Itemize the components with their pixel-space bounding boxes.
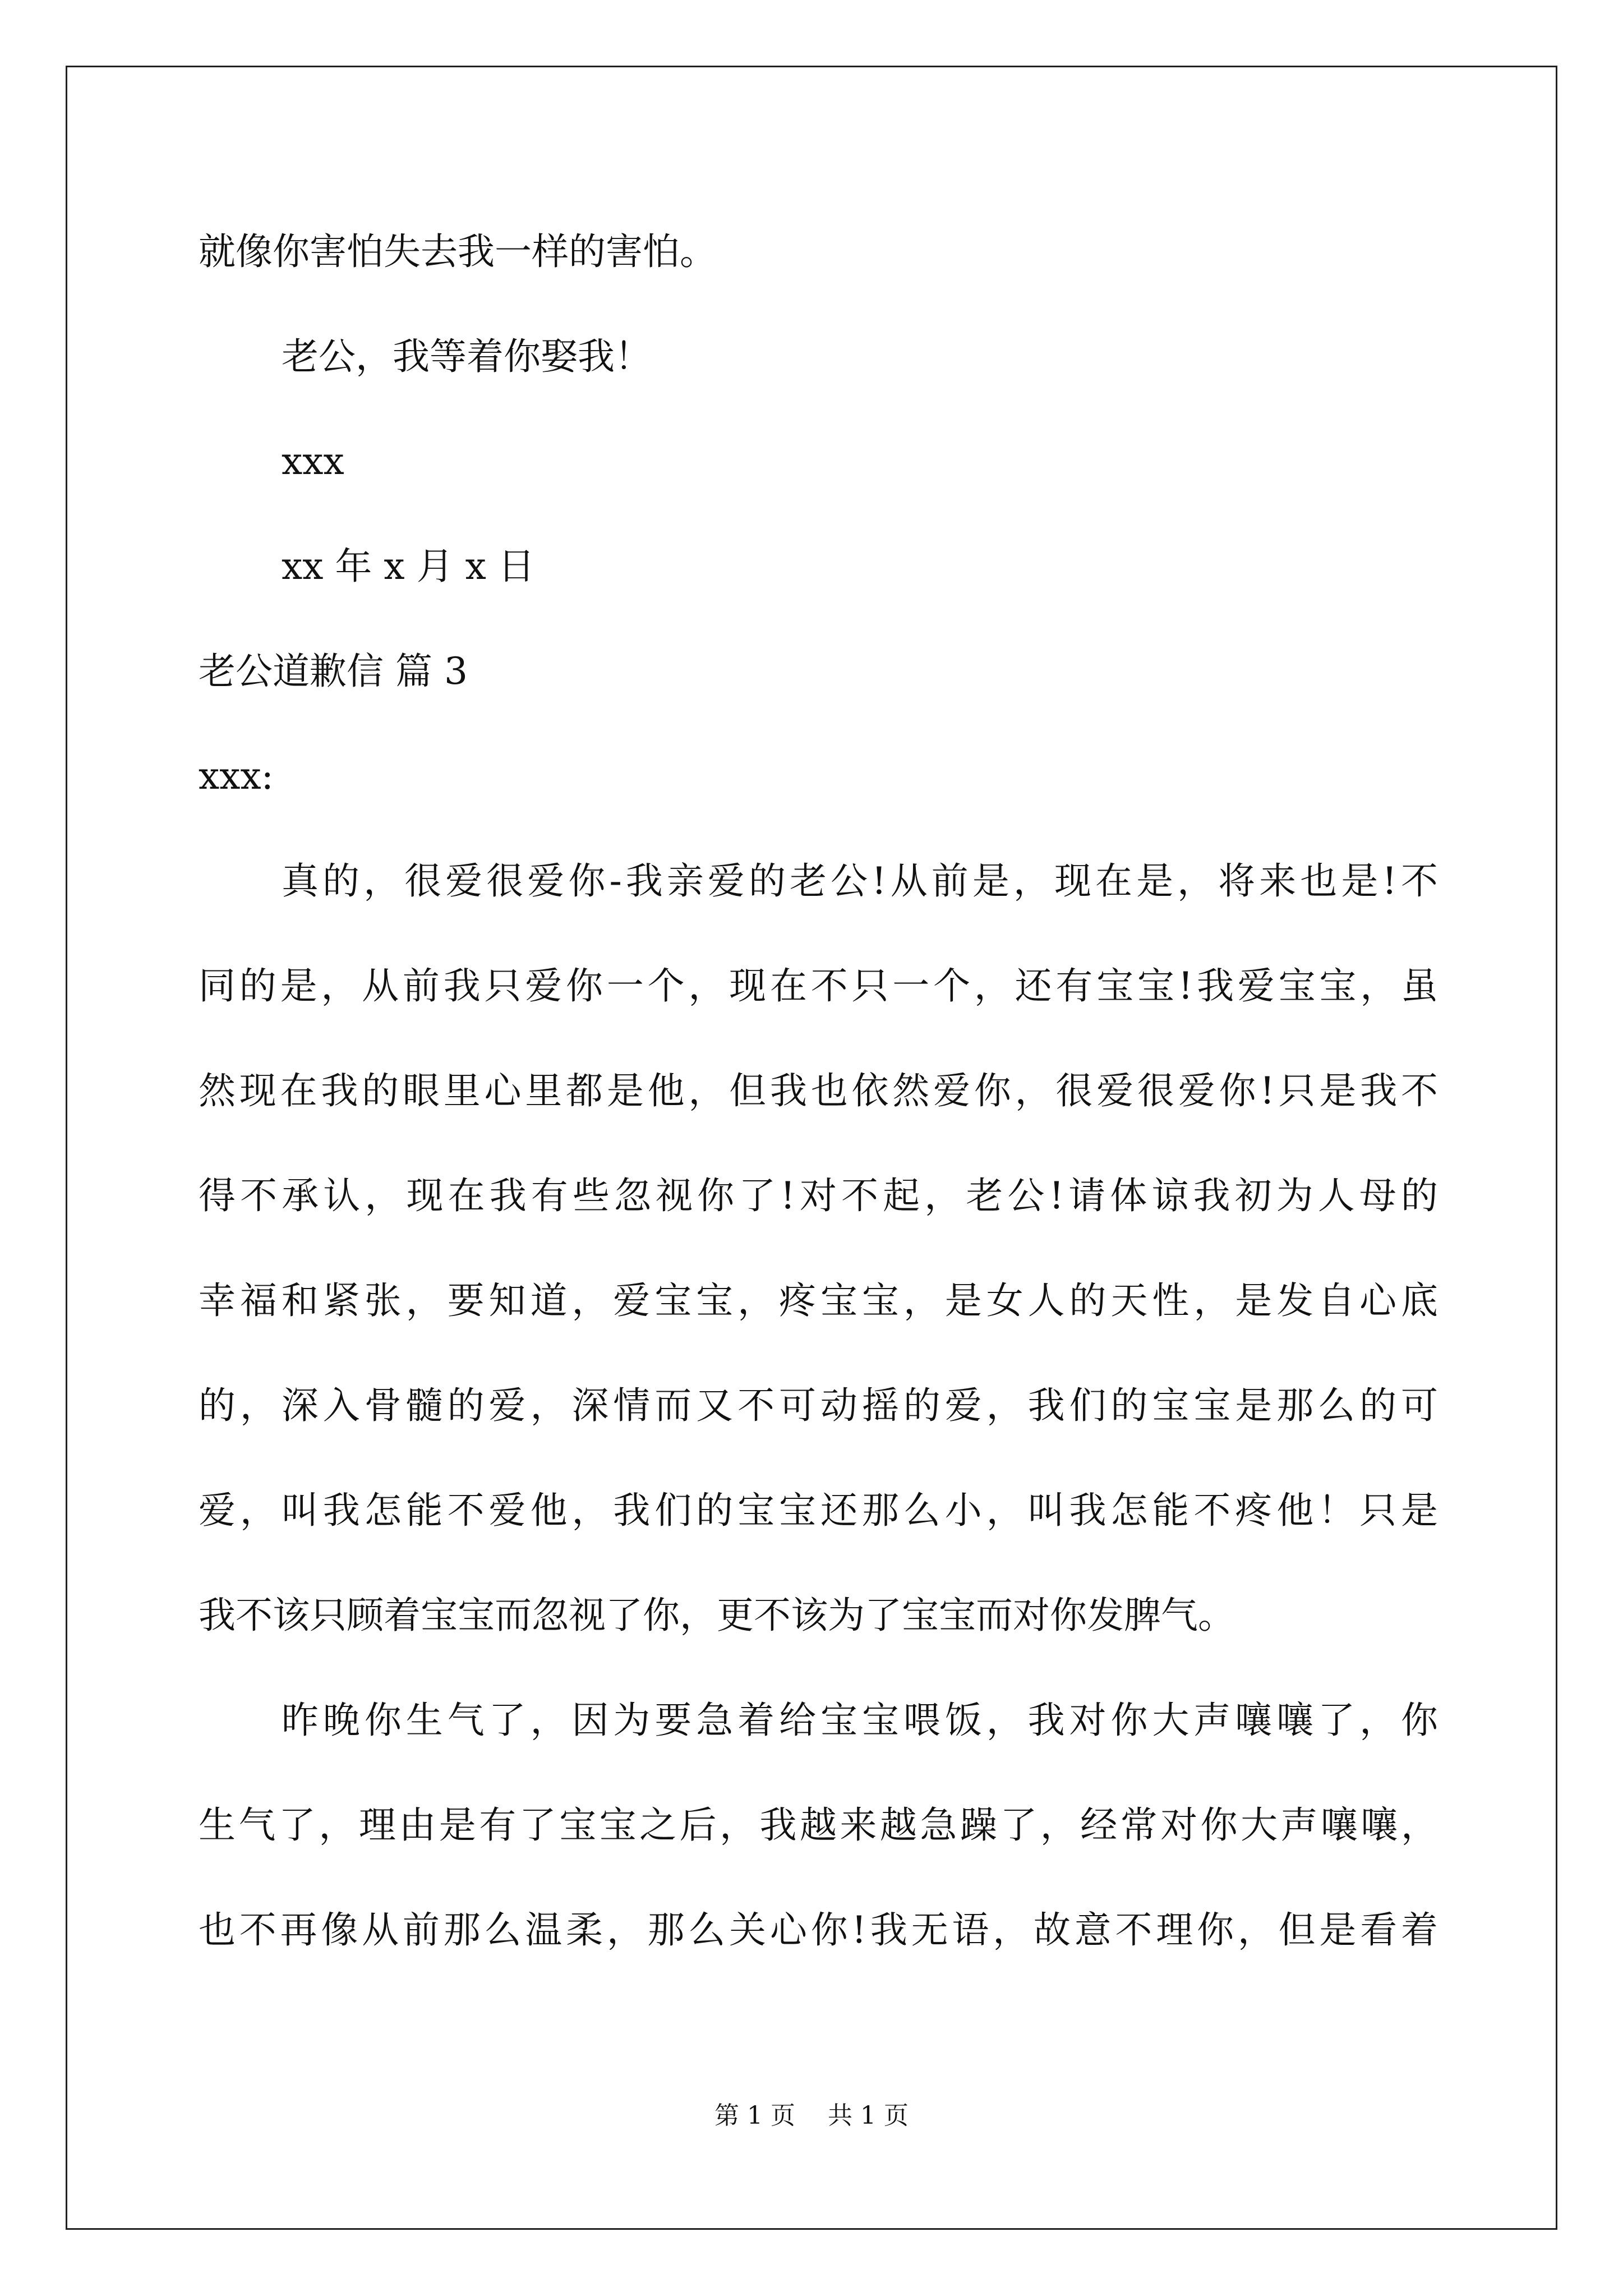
text-line-3: xxx [282, 440, 344, 483]
text-line-12: 的，深入骨髓的爱，深情而又不可动摇的爱，我们的宝宝是那么的可 [199, 1384, 1438, 1427]
text-line-15: 昨晚你生气了，因为要急着给宝宝喂饭，我对你大声嚷嚷了，你 [282, 1699, 1438, 1742]
text-line-10: 得不承认，现在我有些忽视你了!对不起，老公!请体谅我初为人母的 [199, 1174, 1438, 1217]
text-line-17: 也不再像从前那么温柔，那么关心你!我无语，故意不理你，但是看着 [199, 1908, 1438, 1952]
text-line-7: 真的，很爱很爱你-我亲爱的老公!从前是，现在是，将来也是!不 [282, 859, 1438, 903]
text-line-14: 我不该只顾着宝宝而忽视了你，更不该为了宝宝而对你发脾气。 [199, 1594, 1235, 1637]
text-line-2: 老公，我等着你娶我！ [282, 335, 652, 378]
page-number: 第 1 页 [714, 2101, 795, 2130]
document-body [199, 199, 1438, 1982]
page-total: 共 1 页 [828, 2101, 909, 2130]
text-line-13: 爱，叫我怎能不爱他，我们的宝宝还那么小，叫我怎能不疼他！只是 [199, 1489, 1438, 1532]
text-line-16: 生气了，理由是有了宝宝之后，我越来越急躁了，经常对你大声嚷嚷， [199, 1803, 1438, 1847]
text-line-9: 然现在我的眼里心里都是他，但我也依然爱你，很爱很爱你!只是我不 [199, 1069, 1438, 1112]
text-line-4: xx 年 x 月 x 日 [282, 545, 535, 588]
text-line-11: 幸福和紧张，要知道，爱宝宝，疼宝宝，是女人的天性，是发自心底 [199, 1279, 1438, 1322]
salutation: xxx: [199, 754, 274, 798]
text-line-1: 就像你害怕失去我一样的害怕。 [199, 230, 717, 273]
section-heading: 老公道歉信 篇 3 [199, 650, 468, 693]
text-line-8: 同的是，从前我只爱你一个，现在不只一个，还有宝宝!我爱宝宝，虽 [199, 964, 1438, 1007]
page-footer [0, 2099, 1623, 2133]
